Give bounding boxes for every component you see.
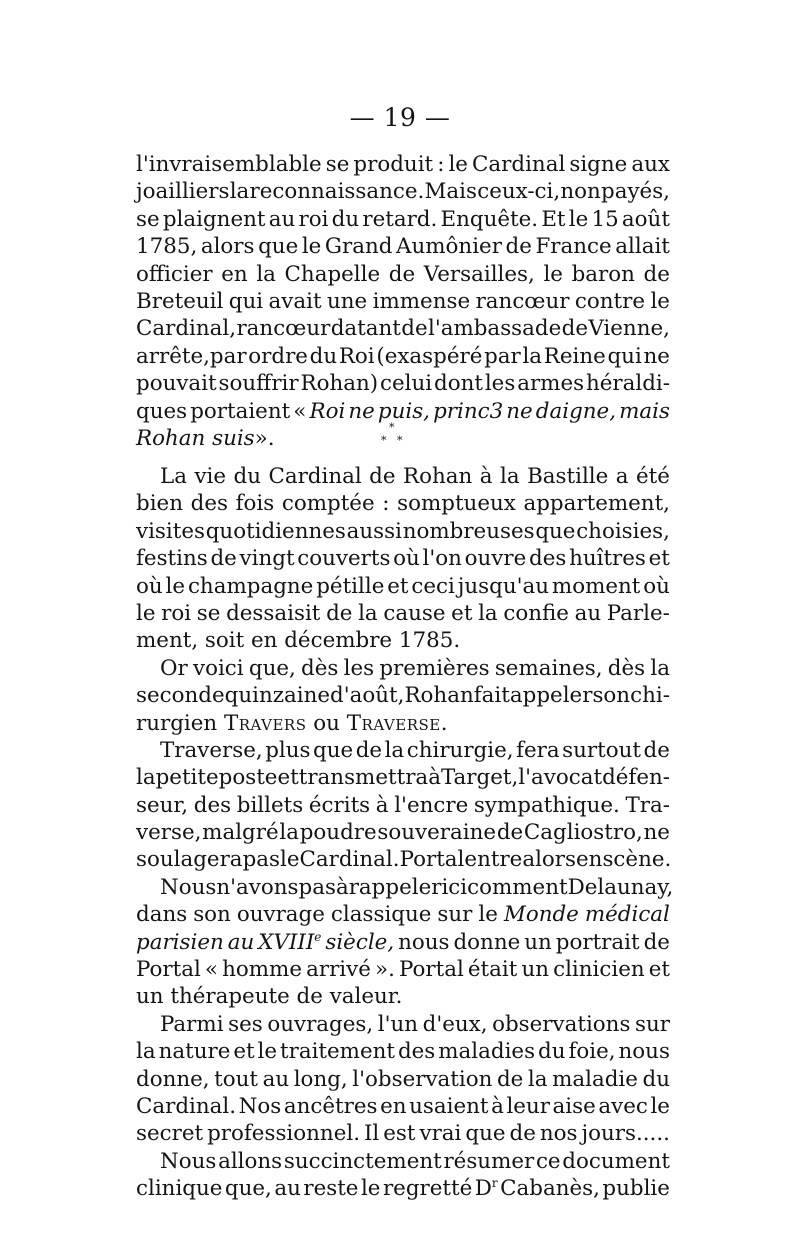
- text-line: visites quotidiennes aussi nombreuses que choisies,: [136, 518, 670, 544]
- text-line: verse, malgré la poudre souveraine de Cagliostro, ne: [136, 820, 670, 846]
- text-line: Cardinal. Nos ancêtres en usaient à leur aise avec le: [136, 1093, 670, 1119]
- text-line: parisien au XVIIIe siècle, nous donne un portrait de: [136, 929, 670, 955]
- text-line: soulagera pas le Cardinal. Portal entre alors en scène.: [136, 847, 672, 873]
- text-line: seur, des billets écrits à l'encre sympathique. Tra-: [136, 792, 670, 818]
- text-line: Nous n'avons pas à rappeler ici comment Delaunay,: [160, 874, 674, 900]
- text-line: pouvait souffrir Rohan) celui dont les armes héraldi-: [136, 371, 670, 397]
- text-line: Nous allons succinctement résumer ce document: [160, 1148, 670, 1174]
- text-line: donne, tout au long, l'observation de la maladie du: [136, 1066, 670, 1092]
- text-line: l'invraisemblable se produit : le Cardinal signe aux: [136, 152, 670, 177]
- text-line: se plaignent au roi du retard. Enquête. Et le 15 août: [136, 206, 670, 232]
- text-line: où le champagne pétille et ceci jusqu'au moment où: [136, 573, 670, 599]
- text-line: festins de vingt couverts où l'on ouvre des huîtres et: [136, 546, 670, 572]
- text-line: ment, soit en décembre 1785.: [136, 628, 461, 654]
- text-line: le roi se dessaisit de la cause et la confie au Parle-: [136, 600, 670, 626]
- text-line: clinique que, au reste le regretté $D^r$ Cabanès, publie: [136, 1176, 670, 1202]
- text-line: joailliers la reconnaissance. Mais ceux-ci, non payés,: [136, 179, 670, 205]
- text-line: la petite poste et transmettra à Target, l'avocat défen-: [136, 765, 671, 791]
- text-line: dans son ouvrage classique sur le Monde médical: [136, 902, 670, 928]
- separator-star: *: [397, 434, 403, 447]
- text-line: rurgien Travers ou Traverse.: [136, 710, 449, 736]
- text-line: la nature et le traitement des maladies du foie, nous: [136, 1039, 670, 1065]
- text-line: Or voici que, dès les premières semaines, dès la: [160, 655, 670, 681]
- paragraph-arrest: [136, 151, 670, 452]
- section-separator: [378, 422, 408, 454]
- text-line: Rohan suis».: [136, 425, 275, 451]
- text-line: un thérapeute de valeur.: [136, 984, 403, 1010]
- text-line: ques portaient « Roi ne puis, princ3 ne daigne, mais: [136, 398, 670, 424]
- text-line: seconde quinzaine d'août, Rohan fait appeler son chi-: [136, 683, 670, 709]
- separator-star: *: [389, 421, 395, 434]
- text-line: Parmi ses ouvrages, l'un d'eux, observations sur: [160, 1011, 670, 1037]
- text-line: Traverse, plus que de la chirurgie, fera surtout de: [160, 737, 670, 763]
- text-line: Cardinal, rancœur datant de l'ambassade de Vienne,: [136, 316, 670, 342]
- section-bastille: [136, 463, 674, 1203]
- text-line: La vie du Cardinal de Rohan à la Bastille a été: [160, 464, 670, 489]
- text-line: secret professionnel. Il est vrai que de nos jours.....: [136, 1121, 670, 1147]
- separator-star: *: [381, 434, 387, 447]
- text-line: officier en la Chapelle de Versailles, le baron de: [136, 261, 670, 287]
- text-line: bien des fois comptée : somptueux appartement,: [136, 491, 670, 517]
- text-line: arrête,par ordre du Roi (exaspéré par la Reine qui ne: [136, 343, 670, 369]
- text-line: Breteuil qui avait une immense rancœur contre le: [136, 288, 670, 314]
- text-line: Portal « homme arrivé ». Portal était un clinicien et: [136, 957, 670, 983]
- page-number: — 19 —: [349, 103, 451, 132]
- text-line: 1785, alors que le Grand Aumônier de France allait: [136, 234, 670, 260]
